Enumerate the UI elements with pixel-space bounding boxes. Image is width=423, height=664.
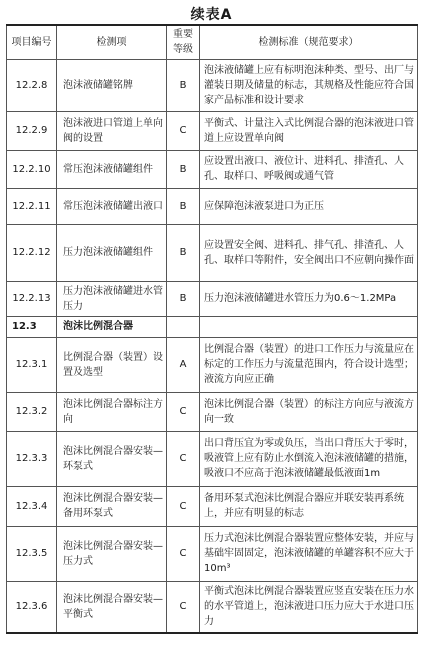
row-standard: 应设置安全阀、进料孔、排气孔、排渣孔、人孔、取样口等附件，安全阀出口不应朝向操作面 <box>200 224 418 281</box>
row-id: 12.3.5 <box>7 526 57 581</box>
row-grade: B <box>167 281 200 316</box>
row-grade: A <box>167 337 200 392</box>
row-standard: 平衡式泡沫比例混合器装置应竖直安装在压力水的水平管道上，泡沫液进口压力应大于水进口压力 <box>200 581 418 633</box>
header-id: 项目编号 <box>7 25 57 59</box>
row-standard: 应设置出液口、液位计、进料孔、排渣孔、人孔、取样口、呼吸阀或通气管 <box>200 150 418 188</box>
header-standard: 检测标准（规范要求） <box>200 25 418 59</box>
row-standard: 平衡式、计量注入式比例混合器的泡沫液进口管道上应设置单向阀 <box>200 111 418 150</box>
row-item: 泡沫比例混合器安装—平衡式 <box>57 581 167 633</box>
row-item: 泡沫比例混合器安装—压力式 <box>57 526 167 581</box>
row-item: 压力泡沫液储罐组件 <box>57 224 167 281</box>
table-row <box>7 337 418 392</box>
row-item: 常压泡沫液储罐出液口 <box>57 188 167 224</box>
table-row <box>7 581 418 633</box>
row-standard: 出口背压宜为零或负压，当出口背压大于零时，吸液管上应有防止水倒流入泡沫液储罐的措施，吸液口不应高于泡沫液储罐最低液面1m <box>200 431 418 486</box>
table-row <box>7 59 418 111</box>
section-grade <box>167 316 200 337</box>
section-row <box>7 316 418 337</box>
table-row <box>7 486 418 526</box>
row-grade: B <box>167 150 200 188</box>
row-standard: 应保障泡沫液泵进口为正压 <box>200 188 418 224</box>
row-grade: C <box>167 486 200 526</box>
row-id: 12.2.8 <box>7 59 57 111</box>
page-title: 续表A <box>190 7 233 23</box>
row-item: 泡沫液进口管道上单向阀的设置 <box>57 111 167 150</box>
row-item: 比例混合器（装置）设置及选型 <box>57 337 167 392</box>
row-item: 泡沫比例混合器安装—环泵式 <box>57 431 167 486</box>
row-grade: B <box>167 188 200 224</box>
row-standard: 泡沫液储罐上应有标明泡沫种类、型号、出厂与灌装日期及储量的标志，其规格及性能应符合国家产品标准和设计要求 <box>200 59 418 111</box>
inspection-table <box>6 24 418 634</box>
row-standard: 备用环泵式泡沫比例混合器应并联安装再系统上，并应有明显的标志 <box>200 486 418 526</box>
row-id: 12.2.10 <box>7 150 57 188</box>
row-item: 常压泡沫液储罐组件 <box>57 150 167 188</box>
row-id: 12.3.3 <box>7 431 57 486</box>
row-grade: C <box>167 431 200 486</box>
table-row <box>7 281 418 316</box>
row-item: 泡沫比例混合器安装—备用环泵式 <box>57 486 167 526</box>
table-row <box>7 431 418 486</box>
row-standard: 比例混合器（装置）的进口工作压力与流量应在标定的工作压力与流量范围内，符合设计选型；液流方向应正确 <box>200 337 418 392</box>
header-grade: 重要等级 <box>167 25 200 59</box>
row-grade: B <box>167 224 200 281</box>
row-standard: 泡沫比例混合器（装置）的标注方向应与液流方向一致 <box>200 392 418 431</box>
row-grade: B <box>167 59 200 111</box>
row-grade: C <box>167 111 200 150</box>
row-grade: C <box>167 392 200 431</box>
row-id: 12.3.4 <box>7 486 57 526</box>
row-grade: C <box>167 526 200 581</box>
row-item: 泡沫比例混合器标注方向 <box>57 392 167 431</box>
header-item: 检测项 <box>57 25 167 59</box>
row-id: 12.3.6 <box>7 581 57 633</box>
row-id: 12.2.12 <box>7 224 57 281</box>
row-id: 12.2.11 <box>7 188 57 224</box>
table-row <box>7 224 418 281</box>
row-id: 12.3.1 <box>7 337 57 392</box>
table-row <box>7 526 418 581</box>
section-standard <box>200 316 418 337</box>
table-row <box>7 392 418 431</box>
section-title: 泡沫比例混合器 <box>57 316 167 337</box>
row-standard: 压力泡沫液储罐进水管压力为0.6～1.2MPa <box>200 281 418 316</box>
table-header-row <box>7 25 418 59</box>
row-id: 12.3.2 <box>7 392 57 431</box>
table-row <box>7 111 418 150</box>
row-id: 12.2.13 <box>7 281 57 316</box>
row-item: 压力泡沫液储罐进水管压力 <box>57 281 167 316</box>
row-standard: 压力式泡沫比例混合器装置应整体安装，并应与基础牢固固定，泡沫液储罐的单罐容积不应大于10m³ <box>200 526 418 581</box>
section-id: 12.3 <box>7 316 57 337</box>
row-item: 泡沫液储罐铭牌 <box>57 59 167 111</box>
row-grade: C <box>167 581 200 633</box>
row-id: 12.2.9 <box>7 111 57 150</box>
table-row <box>7 188 418 224</box>
table-row <box>7 150 418 188</box>
